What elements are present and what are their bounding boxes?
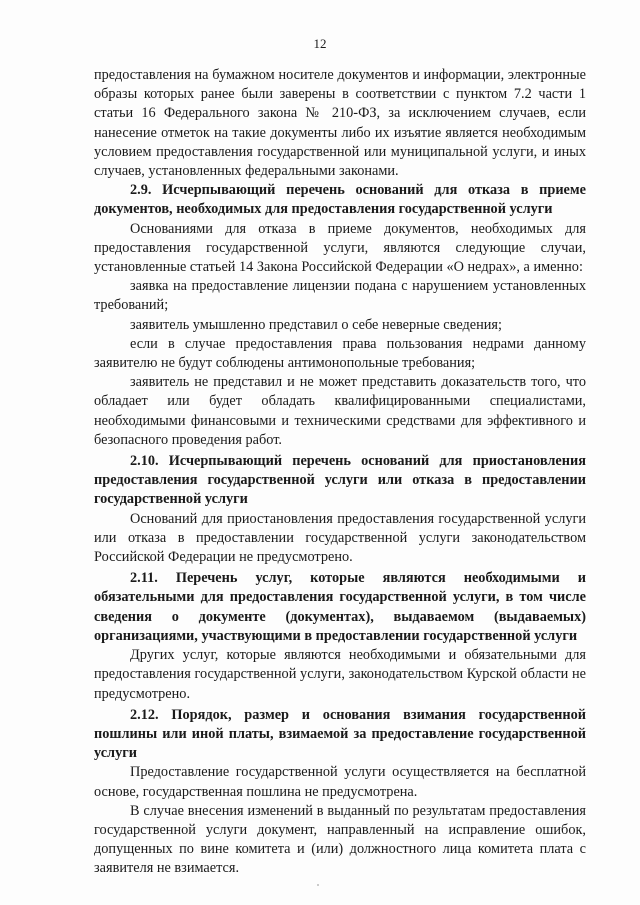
scan-artifact [317, 884, 319, 886]
paragraph: В случае внесения изменений в выданный по результатам предоставления государственной услуги документ, направленный на исправление ошибок, допущенных по вине комитета и (или) должностного лица комитета плата с заявителя не взимается. [94, 802, 586, 877]
paragraph-continuation: предоставления на бумажном носителе документов и информации, электронные образы которых ранее были заверены в соответствии с пунктом 7.2 части 1 статьи 16 Федерального закона № 210-ФЗ, за исключением случаев, если нанесение отметок на такие документы либо их изъятие является необходимым условием предоставления государственной или муниципальной услуги, и иных случаев, установленных федеральными законами. [94, 67, 586, 180]
list-item: заявитель умышленно представил о себе неверные сведения; [130, 316, 502, 333]
list-item: заявитель не представил и не может представить доказательств того, что обладает или будет обладать квалифицированными специалистами, необходимыми финансовыми и техническими средствами для эффективного и безопасного проведения работ. [94, 374, 586, 448]
list-item: если в случае предоставления права пользования недрами данному заявителю не будут соблюдены антимонопольные требования; [94, 335, 586, 372]
section-heading-2-10: 2.10. Исчерпывающий перечень оснований для приостановления предоставления государственной услуги или отказа в предоставлении государственной услуги [94, 453, 586, 508]
paragraph: Оснований для приостановления предоставления государственной услуги или отказа в предоставлении государственной услуги законодательством Российской Федерации не предусмотрено. [94, 510, 586, 566]
section-heading-2-12: 2.12. Порядок, размер и основания взимания государственной пошлины или иной платы, взимаемой за предоставление государственной услуги [94, 706, 586, 762]
list-item: заявка на предоставление лицензии подана с нарушением установленных требований; [94, 278, 586, 314]
page-number: 12 [313, 36, 327, 51]
section-heading-2-9: 2.9. Исчерпывающий перечень оснований для отказа в приеме документов, необходимых для предоставления государственной услуги [94, 182, 586, 218]
paragraph: Других услуг, которые являются необходимыми и обязательными для предоставления государственной услуги, законодательством Курской области не предусмотрено. [94, 647, 586, 702]
paragraph: Основаниями для отказа в приеме документов, необходимых для предоставления государственной услуги, являются следующие случаи, установленные статьей 14 Закона Российской Федерации «О недрах», а именно: [94, 220, 586, 276]
paragraph: Предоставление государственной услуги осуществляется на бесплатной основе, государственная пошлина не предусмотрена. [94, 764, 586, 800]
section-heading-2-11: 2.11. Перечень услуг, которые являются необходимыми и обязательными для предоставления государственной услуги, в том числе сведения о документе (документах), выдаваемом (выдаваемых) организациями, участвующими в предоставлении государственной услуги [94, 570, 586, 644]
document-body [94, 66, 586, 879]
